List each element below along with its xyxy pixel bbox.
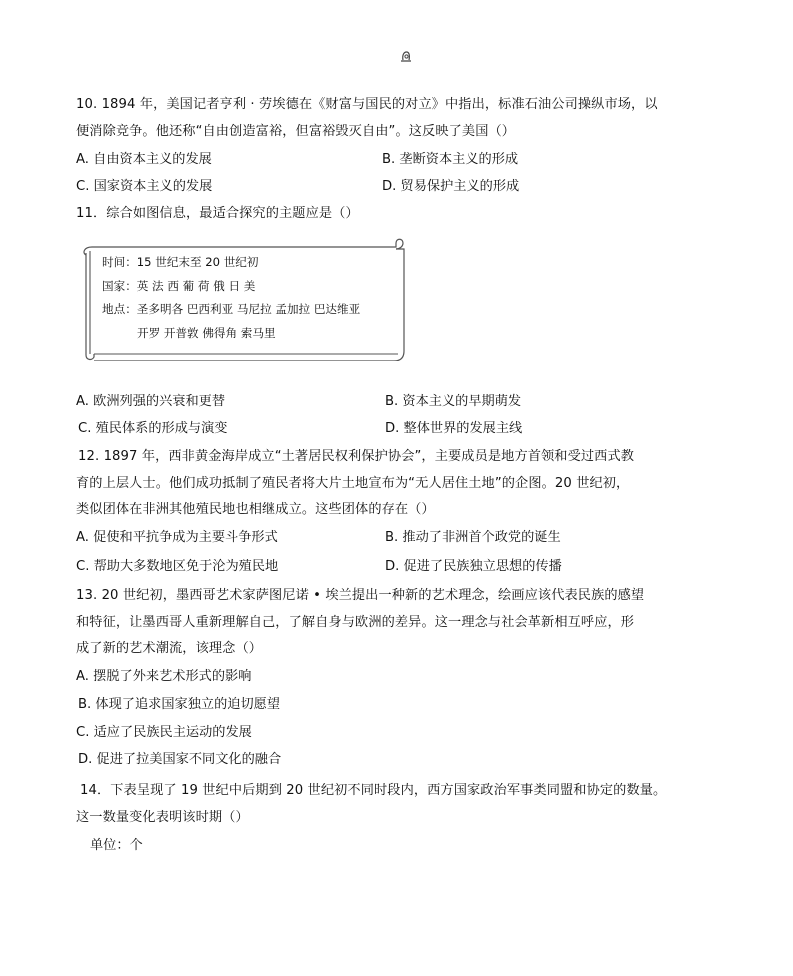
q10-option-d: D. 贸易保护主义的形成 xyxy=(382,179,520,194)
q13-option-a: A. 摆脱了外来艺术形式的影响 xyxy=(76,669,252,684)
q10-option-b: B. 垄断资本主义的形成 xyxy=(382,152,519,167)
q11-stem: 11．综合如图信息，最适合探究的主题应是（） xyxy=(76,206,359,221)
q13-stem-line1: 13. 20 世纪初，墨西哥艺术家萨图尼诺 • 埃兰提出一种新的艺术理念，绘画应该代表民族的感望 xyxy=(76,588,645,603)
q12-option-c: C. 帮助大多数地区免于沦为殖民地 xyxy=(76,559,279,574)
q12-option-a: A. 促使和平抗争成为主要斗争形式 xyxy=(76,530,278,545)
q10-stem-line1: 10. 1894 年，美国记者亨利 · 劳埃德在《财富与国民的对立》中指出，标准石油公司操纵市场，以 xyxy=(76,97,658,112)
q10-option-c: C. 国家资本主义的发展 xyxy=(76,179,213,194)
q12-option-b: B. 推动了非洲首个政党的诞生 xyxy=(385,530,561,545)
q13-option-d: D. 促进了拉美国家不同文化的融合 xyxy=(78,752,282,767)
q11-option-a: A. 欧洲列强的兴衰和更替 xyxy=(76,394,226,409)
q12-stem-line1: 12. 1897 年，西非黄金海岸成立“土著居民权利保护协会”，主要成员是地方首领和受过西式教 xyxy=(78,449,635,464)
q11-scroll-figure xyxy=(78,237,408,361)
scroll-places-line2: 开罗 开普敦 佛得角 索马里 xyxy=(137,326,276,340)
q14-stem-line1: 14．下表呈现了 19 世纪中后期到 20 世纪初不同时段内，西方国家政治军事类同盟和协定的数量。 xyxy=(80,783,667,798)
q10-option-a: A. 自由资本主义的发展 xyxy=(76,152,212,167)
scroll-places-line1: 地点：圣多明各 巴西利亚 马尼拉 孟加拉 巴达维亚 xyxy=(102,302,361,316)
q11-option-b: B. 资本主义的早期萌发 xyxy=(385,394,522,409)
q13-stem-line3: 成了新的艺术潮流，该理念（） xyxy=(76,641,263,656)
q13-option-c: C. 适应了民族民主运动的发展 xyxy=(76,725,252,740)
q11-option-d: D. 整体世界的发展主线 xyxy=(385,421,523,436)
q11-option-c: C. 殖民体系的形成与演变 xyxy=(78,421,228,436)
scroll-countries: 国家：英 法 西 葡 荷 俄 日 美 xyxy=(102,279,256,293)
q14-unit-label: 单位：个 xyxy=(90,838,143,853)
q12-option-d: D. 促进了民族独立思想的传播 xyxy=(385,559,562,574)
q14-stem-line2: 这一数量变化表明该时期（） xyxy=(76,810,249,825)
q13-stem-line2: 和特征，让墨西哥人重新理解自己，了解自身与欧洲的差异。这一理念与社会革新相互呼应，形 xyxy=(76,615,635,630)
q10-stem-line2: 便消除竞争。他还称“自由创造富裕，但富裕毁灭自由”。这反映了美国（） xyxy=(76,124,516,139)
q12-stem-line2: 育的上层人士。他们成功抵制了殖民者将大片土地宣布为“无人居住土地”的企图。20 世纪初， xyxy=(76,476,630,491)
q12-stem-line3: 类似团体在非洲其他殖民地也相继成立。这些团体的存在（） xyxy=(76,502,435,517)
header-logo-icon xyxy=(398,48,414,64)
scroll-time: 时间：15 世纪末至 20 世纪初 xyxy=(102,255,259,269)
q13-option-b: B. 体现了追求国家独立的迫切愿望 xyxy=(78,697,281,712)
